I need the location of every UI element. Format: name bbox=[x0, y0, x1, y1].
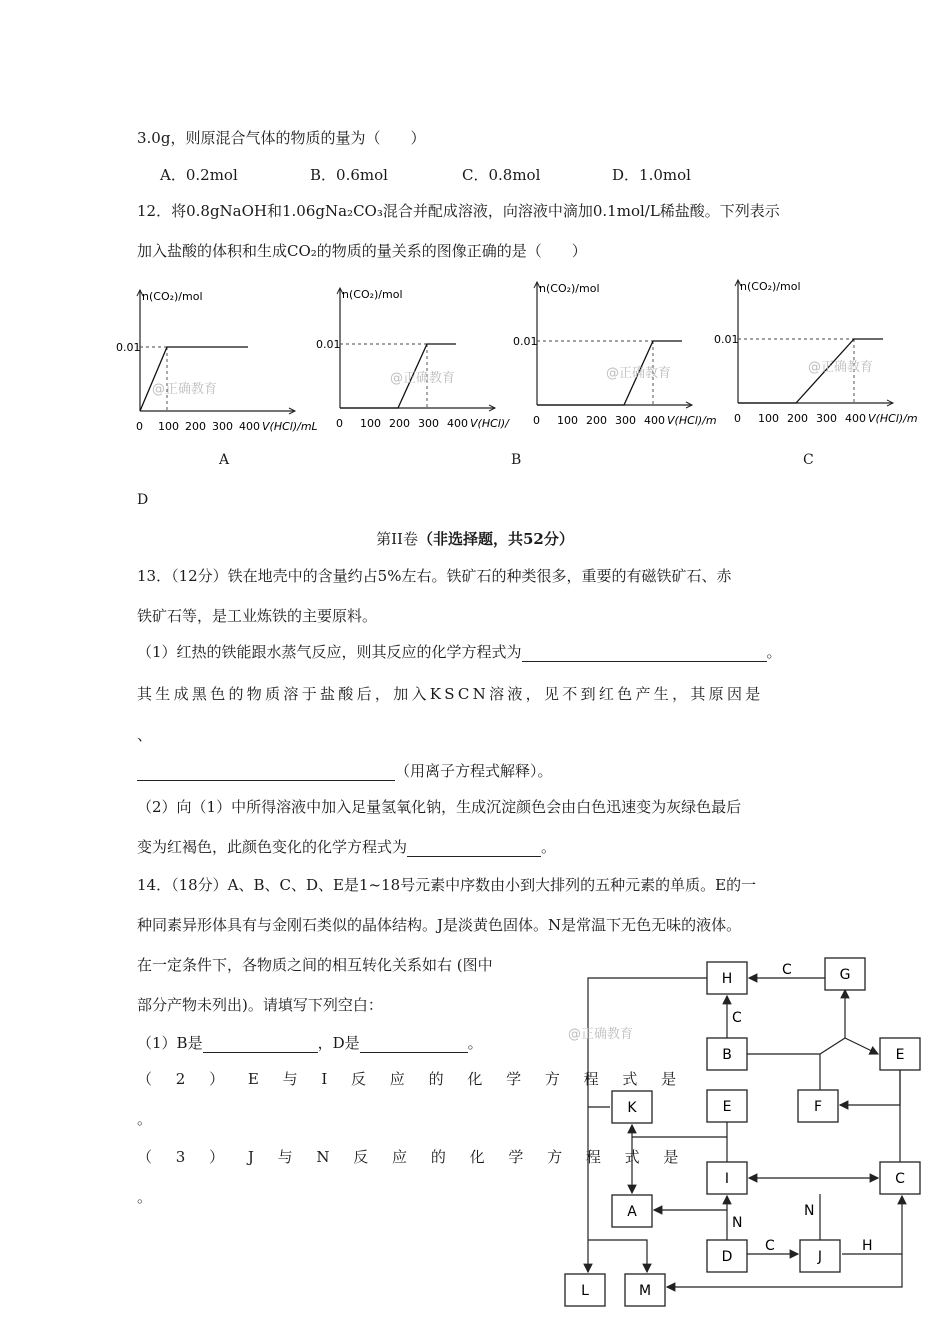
node-d bbox=[707, 1240, 747, 1272]
graph-label-d: D bbox=[137, 492, 149, 508]
q13-line2: 铁矿石等，是工业炼铁的主要原料。 bbox=[137, 607, 378, 625]
q13-line1: 13．（12分）铁在地壳中的含量约占5%左右。铁矿石的种类很多，重要的有磁铁矿石、赤 bbox=[137, 567, 732, 585]
x-axis-label: V(HCl)/mL bbox=[262, 420, 318, 433]
q14-blank-d[interactable] bbox=[360, 1036, 468, 1053]
q14-part1-b: ，D是 bbox=[317, 1034, 360, 1052]
q11-option-d: D．1.0mol bbox=[612, 166, 691, 184]
q11-option-a: A．0.2mol bbox=[160, 166, 238, 184]
x-tick-label: 100 bbox=[158, 420, 179, 433]
q13-part2-end: 。 bbox=[541, 838, 557, 856]
q13-part1d-end: （用离子方程式解释）。 bbox=[395, 762, 553, 780]
watermark-diagram: @正确教育 bbox=[568, 1027, 634, 1042]
y-tick-label: 0.01 bbox=[116, 341, 141, 354]
x-tick-label: 300 bbox=[418, 417, 439, 430]
node-h bbox=[707, 962, 747, 994]
part2-title-plain: 第II卷 bbox=[376, 530, 418, 548]
series-line-a bbox=[140, 347, 248, 411]
q11-option-c: C．0.8mol bbox=[462, 166, 541, 184]
x-tick-label: 400 bbox=[644, 414, 665, 427]
q11-option-b: B．0.6mol bbox=[310, 166, 388, 184]
q14-line4: 部分产物未列出)。请填写下列空白： bbox=[137, 996, 383, 1014]
edge-h-to-l bbox=[588, 978, 707, 1272]
node-g bbox=[825, 958, 865, 990]
x-tick-label: 0 bbox=[336, 417, 343, 430]
x-tick-label: 100 bbox=[360, 417, 381, 430]
q14-part3: （ 3 ） J 与 N 反 应 的 化 学 方 程 式 是 bbox=[137, 1148, 688, 1166]
q13-part1b: 其生成黑色的物质溶于盐酸后，加入KSCN溶液，见不到红色产生，其原因是 bbox=[137, 685, 764, 703]
q12-line2: 加入盐酸的体积和生成CO₂的物质的量关系的图像正确的是（ ） bbox=[137, 242, 587, 260]
node-c bbox=[880, 1162, 920, 1194]
part2-title-bold: （非选择题，共52分） bbox=[417, 530, 574, 548]
graph-label-a: A bbox=[219, 452, 230, 468]
edge-label-c1: C bbox=[782, 962, 792, 978]
x-tick-label: 300 bbox=[816, 412, 837, 425]
q14-part1-c: 。 bbox=[467, 1034, 483, 1052]
q14-blank-b[interactable] bbox=[203, 1036, 318, 1053]
x-tick-label: 0 bbox=[734, 412, 741, 425]
node-e bbox=[880, 1038, 920, 1070]
node-label: L bbox=[581, 1283, 589, 1299]
x-tick-label: 300 bbox=[212, 420, 233, 433]
q14-line2: 种同素异形体具有与金刚石类似的晶体结构。J是淡黄色固体。N是常温下无色无味的液体。 bbox=[137, 916, 742, 934]
x-tick-label: 100 bbox=[557, 414, 578, 427]
node-b bbox=[707, 1038, 747, 1070]
x-tick-label: 400 bbox=[447, 417, 468, 430]
node-label: K bbox=[627, 1100, 637, 1116]
graph-d bbox=[714, 280, 918, 425]
x-tick-label: 400 bbox=[239, 420, 260, 433]
node-label: M bbox=[638, 1283, 652, 1299]
edge-b-to-fork bbox=[747, 1038, 845, 1054]
graph-c bbox=[513, 282, 717, 427]
q14-part2: （ 2 ） E 与 I 反 应 的 化 学 方 程 式 是 bbox=[137, 1070, 686, 1088]
part2-title bbox=[0, 528, 950, 549]
q12-line1: 12．将0.8gNaOH和1.06gNa₂CO₃混合并配成溶液，向溶液中滴加0.1mol/L稀盐酸。下列表示 bbox=[137, 202, 780, 220]
q13-blank-2[interactable] bbox=[137, 764, 395, 781]
q13-part2-line2 bbox=[137, 836, 556, 857]
y-axis-label: n(CO₂)/mol bbox=[740, 280, 801, 293]
edge-label-n2: N bbox=[732, 1215, 743, 1231]
q13-blank-3[interactable] bbox=[407, 840, 541, 857]
x-tick-label: 100 bbox=[758, 412, 779, 425]
q14-line3: 在一定条件下，各物质之间的相互转化关系如右 (图中 bbox=[137, 956, 493, 974]
node-i bbox=[707, 1162, 747, 1194]
edge-label-c3: C bbox=[765, 1238, 775, 1254]
node-label: H bbox=[721, 971, 733, 987]
node-label: E bbox=[722, 1099, 732, 1115]
node-a bbox=[612, 1195, 652, 1227]
node-k bbox=[612, 1091, 652, 1123]
watermark: @正确教育 bbox=[808, 360, 874, 375]
x-axis-label: V(HCl)/m bbox=[868, 412, 918, 425]
x-tick-label: 400 bbox=[845, 412, 866, 425]
node-e bbox=[707, 1090, 747, 1122]
x-axis-label: V(HCl)/m bbox=[667, 414, 717, 427]
watermark: @正确教育 bbox=[606, 366, 672, 381]
watermark: @正确教育 bbox=[390, 371, 456, 386]
watermark: @正确教育 bbox=[152, 382, 218, 397]
x-tick-label: 0 bbox=[533, 414, 540, 427]
x-tick-label: 200 bbox=[586, 414, 607, 427]
node-label: C bbox=[895, 1171, 905, 1187]
edge-fork-to-e bbox=[845, 1038, 878, 1054]
y-tick-label: 0.01 bbox=[513, 335, 538, 348]
edge-label-n1: N bbox=[804, 1203, 815, 1219]
node-j bbox=[800, 1240, 840, 1272]
y-axis-label: n(CO₂)/mol bbox=[142, 290, 203, 303]
graph-b bbox=[316, 288, 510, 430]
q13-blank-1[interactable] bbox=[522, 645, 767, 662]
node-l bbox=[565, 1274, 605, 1306]
q11-stem: 3.0g，则原混合气体的物质的量为（ ） bbox=[137, 129, 426, 147]
graph-a bbox=[116, 290, 318, 433]
graph-label-c: C bbox=[803, 452, 814, 468]
q14-part2-end: 。 bbox=[137, 1110, 153, 1128]
node-label: F bbox=[813, 1099, 823, 1115]
node-label: B bbox=[722, 1047, 732, 1063]
q14-part1-a: （1）B是 bbox=[137, 1034, 203, 1052]
q14-part1 bbox=[137, 1032, 483, 1053]
edge-to-m bbox=[667, 1254, 902, 1287]
node-label: G bbox=[839, 967, 851, 983]
edge-label-h: H bbox=[862, 1238, 873, 1254]
edge-label-c2: C bbox=[732, 1010, 742, 1026]
node-f bbox=[798, 1090, 838, 1122]
q14-part3-end: 。 bbox=[137, 1188, 153, 1206]
edge-to-m2 bbox=[588, 1240, 647, 1272]
q13-part1-text: （1）红热的铁能跟水蒸气反应，则其反应的化学方程式为 bbox=[137, 643, 522, 661]
node-label: A bbox=[627, 1204, 637, 1220]
q13-part1 bbox=[137, 641, 782, 662]
q14-diagram bbox=[560, 950, 940, 1325]
node-m bbox=[625, 1274, 665, 1306]
node-label: I bbox=[724, 1171, 730, 1187]
q14-line1: 14．（18分）A、B、C、D、E是1~18号元素中序数由小到大排列的五种元素的单质。E的一 bbox=[137, 876, 757, 894]
y-tick-label: 0.01 bbox=[316, 338, 341, 351]
q13-part2-text: 变为红褐色，此颜色变化的化学方程式为 bbox=[137, 838, 408, 856]
y-tick-label: 0.01 bbox=[714, 333, 739, 346]
x-tick-label: 200 bbox=[389, 417, 410, 430]
x-axis-label: V(HCl)/ bbox=[470, 417, 509, 430]
q13-part2-line1: （2）向（1）中所得溶液中加入足量氢氧化钠，生成沉淀颜色会由白色迅速变为灰绿色最后 bbox=[137, 798, 742, 816]
node-label: D bbox=[721, 1249, 733, 1265]
q13-part1c: 、 bbox=[137, 726, 153, 744]
graph-label-b: B bbox=[511, 452, 522, 468]
y-axis-label: n(CO₂)/mol bbox=[342, 288, 403, 301]
x-tick-label: 200 bbox=[787, 412, 808, 425]
q12-graphs bbox=[0, 268, 950, 438]
node-label: J bbox=[817, 1249, 823, 1265]
q13-part1d bbox=[137, 760, 553, 781]
x-tick-label: 0 bbox=[136, 420, 143, 433]
edge-e-to-f bbox=[840, 1070, 900, 1105]
y-axis-label: n(CO₂)/mol bbox=[539, 282, 600, 295]
x-tick-label: 300 bbox=[615, 414, 636, 427]
x-tick-label: 200 bbox=[185, 420, 206, 433]
q13-part1-end: 。 bbox=[766, 643, 782, 661]
node-label: E bbox=[895, 1047, 905, 1063]
